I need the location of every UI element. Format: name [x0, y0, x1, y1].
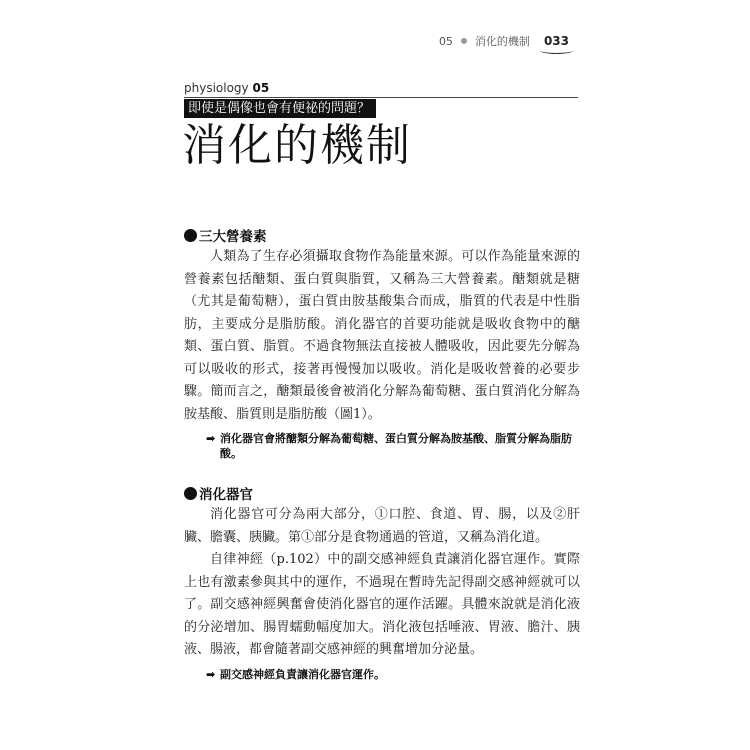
subtitle-banner: 即使是偶像也會有便祕的問題？ — [184, 99, 376, 118]
header-chapter-number: 05 — [438, 34, 453, 48]
summary-note — [206, 431, 580, 461]
summary-note-text: 副交感神經負責讓消化器官運作。 — [220, 667, 385, 681]
arrow-right-icon: ➡ — [206, 667, 216, 681]
paragraph: 消化器官可分為兩大部分，①口腔、食道、胃、腸，以及②肝臟、膽囊、胰臟。第①部分是食物通過的管道，又稱為消化道。 — [184, 507, 580, 545]
chapter-label-number: 05 — [252, 81, 270, 95]
bullet-icon — [184, 229, 197, 242]
header-chapter-title: 消化的機制 — [474, 35, 530, 48]
paragraph: 人類為了生存必須攝取食物作為能量來源。可以作為能量來源的營養素包括醣類、蛋白質與脂質，又稱為三大營養素。醣類就是糖（尤其是葡萄糖），蛋白質由胺基酸集合而成，脂質的代表是中性脂肪，主要成分是脂肪酸。消化器官的首要功能就是吸收食物中的醣類、蛋白質、脂質。不過食物無法直接被人體吸收，因此要先分解為可以吸收的形式，接著再慢慢加以吸收。消化是吸收營養的必要步驟。簡而言之，醣類最後會被消化分解為葡萄糖、蛋白質消化分解為胺基酸、脂質則是脂肪酸（圖1）。 — [184, 249, 580, 422]
header-dot-icon — [461, 38, 467, 44]
page-title: 消化的機制 — [182, 120, 412, 171]
chapter-label-prefix: physiology — [184, 81, 249, 95]
header-rule — [184, 97, 578, 98]
page-number-arc — [540, 47, 573, 54]
arrow-right-icon: ➡ — [206, 432, 216, 445]
section-nutrients — [184, 224, 580, 461]
paragraph: 自律神經（p.102）中的副交感神經負責讓消化器官運作。實際上也有激素參與其中的運作，不過現在暫時先記得副交感神經就可以了。副交感神經興奮會使消化器官的運作活躍。具體來說就是消化液的分泌增加、腸胃蠕動幅度加大。消化液包括唾液、胃液、膽汁、胰液、腸液，都會隨著副交感神經的興奮增加分泌量。 — [184, 552, 580, 657]
summary-note — [206, 667, 580, 682]
summary-note-text: 消化器官會將醣類分解為葡萄糖、蛋白質分解為胺基酸、脂質分解為脂肪酸。 — [220, 432, 572, 460]
section-heading-text: 消化器官 — [199, 487, 253, 503]
chapter-label — [184, 81, 269, 95]
section-heading — [184, 482, 580, 504]
section-digestive-organs — [184, 482, 580, 682]
section-heading-text: 三大營養素 — [199, 229, 267, 245]
section-heading — [184, 224, 580, 246]
page-number-text: 033 — [543, 34, 569, 48]
bullet-icon — [184, 487, 197, 500]
running-header — [439, 31, 569, 51]
page-number — [544, 34, 569, 48]
